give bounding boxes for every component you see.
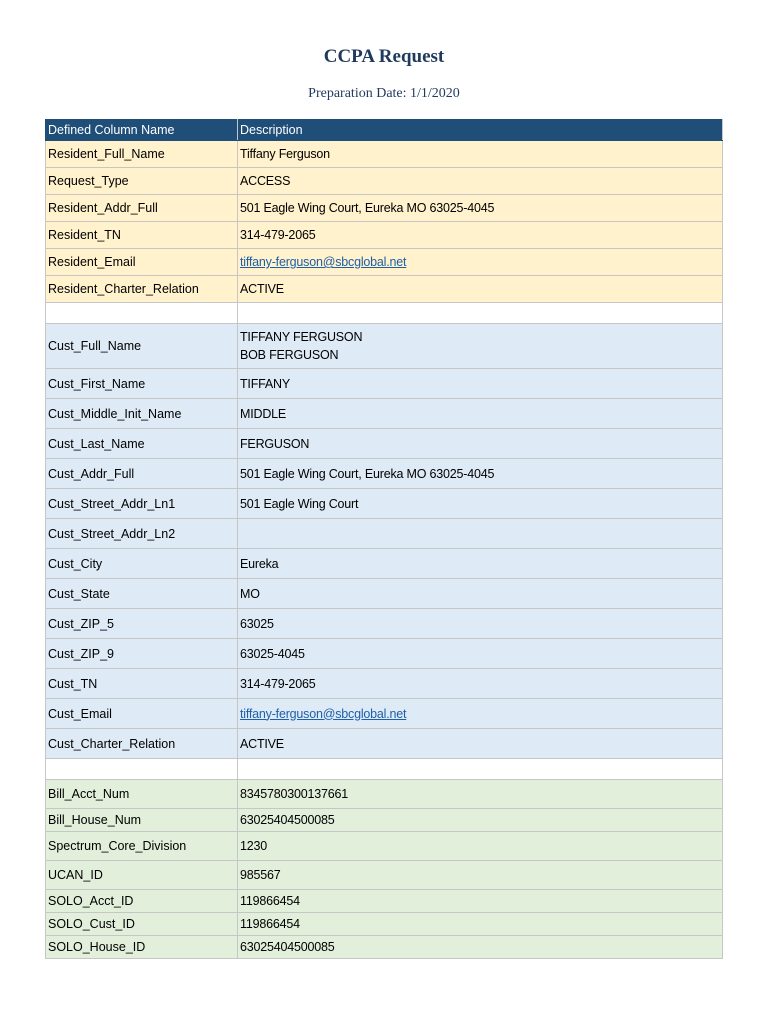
- table-row: [46, 249, 723, 276]
- table-row: [46, 609, 723, 639]
- table-row: [46, 579, 723, 609]
- field-value: 501 Eagle Wing Court, Eureka MO 63025-4045: [238, 195, 723, 222]
- field-value: [238, 249, 723, 276]
- field-value: 63025-4045: [238, 639, 723, 669]
- table-header-row: [46, 120, 723, 141]
- table-row: [46, 519, 723, 549]
- table-row: [46, 489, 723, 519]
- field-value: ACTIVE: [238, 729, 723, 759]
- field-name: Cust_Charter_Relation: [46, 729, 238, 759]
- customer-email-link[interactable]: tiffany-ferguson@sbcglobal.net: [240, 706, 407, 721]
- field-value: 63025404500085: [238, 936, 723, 959]
- field-name: Cust_Street_Addr_Ln1: [46, 489, 238, 519]
- table-row: [46, 195, 723, 222]
- table-row: [46, 780, 723, 809]
- field-value: MO: [238, 579, 723, 609]
- field-value: TIFFANY: [238, 369, 723, 399]
- table-row: [46, 913, 723, 936]
- field-name: Cust_TN: [46, 669, 238, 699]
- field-name: Bill_Acct_Num: [46, 780, 238, 809]
- field-name: Cust_Last_Name: [46, 429, 238, 459]
- field-value: 1230: [238, 832, 723, 861]
- spacer-row: [46, 303, 723, 324]
- field-name: Cust_Addr_Full: [46, 459, 238, 489]
- field-value-line: TIFFANY FERGUSON: [240, 330, 363, 344]
- field-value: ACTIVE: [238, 276, 723, 303]
- table-row: [46, 429, 723, 459]
- field-name: Cust_State: [46, 579, 238, 609]
- field-value: 63025: [238, 609, 723, 639]
- column-header-name: Defined Column Name: [46, 120, 238, 141]
- field-value: 501 Eagle Wing Court, Eureka MO 63025-4045: [238, 459, 723, 489]
- field-value: Tiffany Ferguson: [238, 141, 723, 168]
- field-value: 314-479-2065: [238, 669, 723, 699]
- table-row: [46, 832, 723, 861]
- field-value: [238, 699, 723, 729]
- field-value-line: BOB FERGUSON: [240, 348, 339, 362]
- table-row: [46, 222, 723, 249]
- ccpa-request-table: [45, 119, 723, 959]
- table-row: [46, 936, 723, 959]
- field-name: Resident_Full_Name: [46, 141, 238, 168]
- field-name: SOLO_Acct_ID: [46, 890, 238, 913]
- field-value: 8345780300137661: [238, 780, 723, 809]
- field-value: 119866454: [238, 913, 723, 936]
- preparation-date: Preparation Date: 1/1/2020: [308, 86, 460, 101]
- column-header-description: Description: [238, 120, 723, 141]
- table-row: [46, 729, 723, 759]
- document-title: CCPA Request: [323, 46, 445, 67]
- field-name: Cust_Street_Addr_Ln2: [46, 519, 238, 549]
- field-name: Cust_City: [46, 549, 238, 579]
- field-value: MIDDLE: [238, 399, 723, 429]
- field-name: SOLO_House_ID: [46, 936, 238, 959]
- field-value: 985567: [238, 861, 723, 890]
- field-name: Resident_TN: [46, 222, 238, 249]
- table-row: [46, 890, 723, 913]
- table-row: [46, 639, 723, 669]
- spacer-row: [46, 759, 723, 780]
- table-row: [46, 549, 723, 579]
- field-name: UCAN_ID: [46, 861, 238, 890]
- field-name: Cust_ZIP_5: [46, 609, 238, 639]
- field-name: Cust_Full_Name: [46, 324, 238, 369]
- field-value: [238, 519, 723, 549]
- field-name: Bill_House_Num: [46, 809, 238, 832]
- field-name: Resident_Email: [46, 249, 238, 276]
- field-value: ACCESS: [238, 168, 723, 195]
- field-name: Request_Type: [46, 168, 238, 195]
- table-row: [46, 459, 723, 489]
- table-row: [46, 324, 723, 369]
- table-row: [46, 399, 723, 429]
- field-value: 63025404500085: [238, 809, 723, 832]
- table-row: [46, 276, 723, 303]
- table-row: [46, 861, 723, 890]
- field-value: Eureka: [238, 549, 723, 579]
- field-name: Cust_ZIP_9: [46, 639, 238, 669]
- table-row: [46, 369, 723, 399]
- field-name: Cust_Middle_Init_Name: [46, 399, 238, 429]
- field-value: [238, 324, 723, 369]
- field-name: Cust_First_Name: [46, 369, 238, 399]
- field-name: SOLO_Cust_ID: [46, 913, 238, 936]
- field-value: 119866454: [238, 890, 723, 913]
- field-name: Resident_Charter_Relation: [46, 276, 238, 303]
- field-value: 314-479-2065: [238, 222, 723, 249]
- field-value: 501 Eagle Wing Court: [238, 489, 723, 519]
- table-row: [46, 809, 723, 832]
- table-row: [46, 669, 723, 699]
- table-row: [46, 699, 723, 729]
- field-value: FERGUSON: [238, 429, 723, 459]
- resident-email-link[interactable]: tiffany-ferguson@sbcglobal.net: [240, 255, 407, 269]
- field-name: Cust_Email: [46, 699, 238, 729]
- table-row: [46, 141, 723, 168]
- field-name: Resident_Addr_Full: [46, 195, 238, 222]
- table-row: [46, 168, 723, 195]
- field-name: Spectrum_Core_Division: [46, 832, 238, 861]
